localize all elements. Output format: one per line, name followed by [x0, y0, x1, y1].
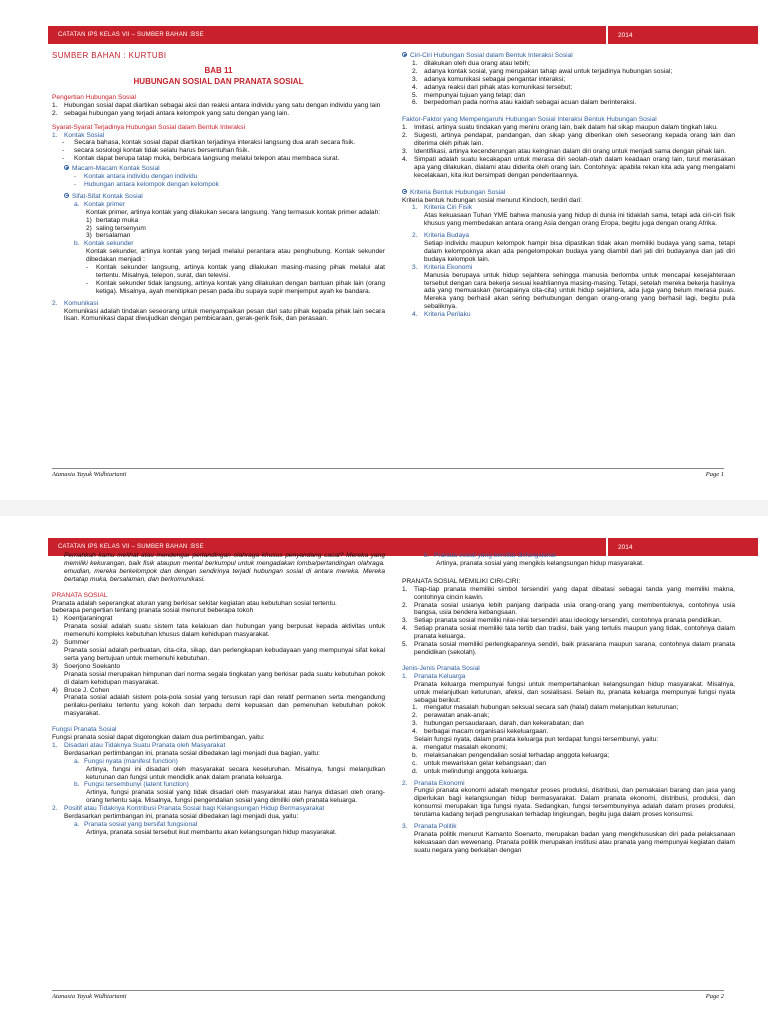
- paragraph: Pranata keluarga mempunyai fungsi untuk mempertahankan kelangsungan hidup masyarakat. Misalnya, untuk melanjutkan keturunan, afeksi, dan sosialisasi. Selain itu, pranata keluarga mempunyai fungsi nyata sebagai berikut:: [414, 680, 735, 704]
- section-heading-fungsi: Fungsi Pranata Sosial: [52, 726, 117, 734]
- paragraph: Artinya, pranata sosial tersebut ikut membantu akan kelangsungan hidup masyarakat.: [86, 828, 337, 836]
- page-header: [48, 26, 758, 44]
- list-item: 2. adanya kontak sosial, yang merupakan tahap awal untuk terjadinya hubungan sosial;: [412, 67, 673, 75]
- footer-author: Atanasia Yayuk Widhiartanti: [52, 471, 127, 478]
- list-item: 3. Identifikasi, artinya kecenderungan atau keinginan dalam diri orang untuk menjadi sama dengan pihak lain.: [402, 147, 726, 155]
- bullet-item: - Kontak sekunder langsung, artinya kontak yang dilakukan masing-masing pihak melalui alat tertentu. Misalnya, telepon, surat, dan televisi.: [86, 264, 385, 279]
- header-title: CATATAN IPS KELAS VII – SUMBER BAHAN :BSE: [48, 538, 608, 556]
- list-item: 1. Kontak Sosial: [52, 131, 105, 139]
- paragraph: Setiap individu maupun kelompok hampir bisa dipastikan tidak akan memiliki budaya yang sama, tetapi dalam kelompoknya akan ada pengelompokan budaya yang diambil dari jati diri budayanya dan jati diri budaya kelompok lain.: [424, 240, 735, 263]
- paragraph: Kontak sekunder, artinya kontak yang terjadi melalui perantara atau penghubung. Kontak sekunder dibedakan menjadi :: [86, 248, 385, 264]
- page1-right-column: [402, 52, 735, 319]
- paragraph: Pernahkah kamu melihat atau mendengar pertandingan olahraga khusus penyandang cacat? Mereka yang memiliki kekurangan, baik fisik ataupun mental berkumpul untuk mengadakan lomba/pertandingan olahraga. emudian, mereka berkelompok dan dengan sendirinya terjadi hubungan sosial di antara mereka. Mereka bertatap muka, bersalaman, dan berkomunikasi.: [64, 552, 385, 583]
- list-item: d. untuk melindungi anggota keluarga.: [412, 767, 529, 775]
- list-item: 4. Kriteria Perilaku: [412, 311, 471, 319]
- page2-left-column: [52, 552, 385, 837]
- list-item: b. Pranata sosial yang bersifat disfungsional: [424, 552, 556, 559]
- list-item: b. melaksanakan pengendalian sosial terhadap anggota keluarga;: [412, 751, 610, 759]
- section-heading-ciri: Ciri-Ciri Hubungan Sosial dalam Bentuk Interaksi Sosial: [402, 52, 735, 60]
- list-item: 5. Pranata sosial memiliki perlengkapannya sendiri, baik prasarana maupun sarana, contohnya dalam pranata pendidikan (sekolah).: [402, 641, 735, 656]
- header-title: CATATAN IPS KELAS VII – SUMBER BAHAN :BSE: [48, 26, 608, 44]
- paragraph: Pranata adalah seperangkat aturan yang berkisar sekitar kegiatan atau kebutuhan sosial tertentu.: [52, 599, 337, 607]
- list-item: 1. Imitasi, artinya suatu tindakan yang meniru orang lain, baik dalam hal sikap maupun dalam tingkah laku.: [402, 124, 718, 132]
- subheading-sifat: Sifat-Sifat Kontak Sosial: [52, 193, 385, 201]
- list-item: a. mengatur masalah ekonomi;: [412, 743, 508, 751]
- section-heading-ciri-pranata: PRANATA SOSIAL MEMILIKI CIRI-CIRI:: [402, 577, 521, 585]
- document-page-2: [30, 530, 746, 1006]
- page-footer: [52, 468, 724, 478]
- list-item: 2. Pranata sosial usianya lebih panjang daripada usia orang-orang yang membentuknya, contohnya usia bangsa, usia bendera kebangsaan.: [402, 601, 735, 617]
- list-item: 2. perawatan anak-anak;: [412, 712, 490, 720]
- footer-page-number: Page 2: [705, 993, 724, 1000]
- page2-right-column: [402, 552, 735, 855]
- list-item: b. Kontak sekunder: [74, 240, 134, 248]
- bullet-item: - Secara bahasa, kontak sosial dapat diartikan terjadinya interaksi langsung dua arah secara fisik.: [62, 139, 356, 147]
- list-item: 4) Bruce J. Cohen: [52, 686, 110, 694]
- list-item: 2. Positif atau Tidaknya Kontribusi Pranata Sosial bagi Kelangsungan Hidup Bermasyarakat: [52, 805, 325, 813]
- paragraph: Fungsi pranata ekonomi adalah mengatur proses produksi, distribusi, dan pemakaian barang dan jasa yang diperlukan bagi kelangsungan hidup bermasyarakat. Dalam pranata ekonomi, distribusi, produksi, dan konsumsi merupakan tiga fungsi nyata. Sedangkan, fungsi tersembunyinya adalah dalam proses produksi, terutama kadang terjadi pengrusakan terhadap lingkungan, begitu juga dalam proses konsumsi.: [414, 787, 735, 819]
- list-item: 3. Kriteria Ekonomi: [412, 263, 473, 271]
- bullet-item: - Kontak sekunder tidak langsung, artinya kontak yang dilakukan dengan bantuan pihak lain (orang ketiga). Misalnya, ayah menitipkan pesan pada ibu supaya supir menjemput ayah ke bandara.: [86, 279, 385, 295]
- bullet-item: - Kontak antara individu dengan individu: [74, 173, 198, 181]
- paragraph: Pranata sosial adalah suatu sistem tata kelakuan dan hubungan yang berpusat kepada aktivitas untuk memenuhi kompleks kebutuhan khusus dalam kehidupan masyarakat.: [64, 623, 385, 639]
- list-item: 3) bersalaman: [86, 232, 131, 240]
- list-item: 1) Koentjaraningrat: [52, 615, 113, 623]
- paragraph: Pranata sosial adalah perbuatan, cita-cita, sikap, dan perlengkapan kebudayaan yang mempunyai sifat kekal serta yang bertujuan untuk memenuhi kebutuhan.: [64, 646, 385, 662]
- list-item: 5. mempunyai tujuan yang tetap; dan: [412, 91, 526, 99]
- list-item: 2. Kriteria Budaya: [412, 232, 470, 240]
- list-item: 1. Kriteria Ciri Fisik: [412, 204, 472, 212]
- section-heading-syarat: Syarat-Syarat Terjadinya Hubungan Sosial dalam Bentuk Interaksi: [52, 123, 246, 131]
- list-item: 2. Komunikasi: [52, 299, 99, 307]
- header-year: 2014: [608, 538, 758, 556]
- header-year: 2014: [608, 26, 758, 44]
- section-heading-faktor: Faktor-Faktor yang Mempengaruhi Hubungan Sosial Interaksi Bentuk Hubungan Sosial: [402, 116, 657, 124]
- chapter-number: BAB 11: [204, 65, 233, 75]
- source-line: SUMBER BAHAN : KURTUBI: [52, 51, 167, 60]
- circle-bullet-icon: [402, 52, 407, 57]
- paragraph: Artinya, fungsi ini disadari oleh masyarakat secara keseluruhan. Misalnya, fungsi melanjutkan keturunan dan fungsi untuk mendidik anak dalam pranata keluarga.: [86, 765, 385, 781]
- chapter-title: HUBUNGAN SOSIAL DAN PRANATA SOSIAL: [133, 76, 304, 86]
- list-item: a. Fungsi nyata (manifest function): [74, 757, 178, 765]
- list-item: 1. mengatur masalah hubungan seksual secara sah (halal) dalam melanjutkan keturunan;: [412, 704, 679, 712]
- list-item: a. Pranata sosial yang bersifat fungsional: [74, 821, 198, 828]
- paragraph: Pranata sosial adalah sistem pola-pola sosial yang tersusun rapi dan relatif permanen serta mengandung perilaku-perilaku tertentu yang kokoh dan terpadu demi kepuasan dan pemenuhan kebutuhan pokok masyarakat.: [64, 694, 385, 718]
- list-item: 2. Sugesti, artinya pendapat, pandangan, dan sikap yang diberikan oleh seseorang kepada orang lain dan diterima oleh pihak lain.: [402, 132, 735, 148]
- paragraph: Pranata sosial merupakan himpunan dari norma segala tingkatan yang berkisar pada suatu kebutuhan pokok di dalam kehidupan masyarakat.: [64, 670, 385, 686]
- circle-bullet-icon: [402, 189, 407, 194]
- list-item: b. Fungsi tersembunyi (latent function): [74, 781, 189, 789]
- subheading-macam: Macam-Macam Kontak Sosial: [52, 165, 385, 173]
- page-gap: [0, 500, 768, 516]
- paragraph: Berdasarkan pertimbangan ini, pranata sosial dibedakan lagi menjadi dua bagian, yaitu:: [64, 749, 320, 757]
- page1-left-column: [52, 52, 385, 323]
- paragraph: Kontak primer, artinya kontak yang dilakukan secara langsung. Yang termasuk kontak primer adalah:: [86, 208, 381, 216]
- list-item: 1. Disadari atau Tidaknya Suatu Pranata oleh Masyarakat: [52, 741, 226, 749]
- section-heading-kriteria: Kriteria Bentuk Hubungan Sosial: [402, 189, 735, 197]
- list-item: 1. dilakukan oleh dua orang atau lebih;: [412, 59, 530, 67]
- list-item: 4. adanya reaksi dari pihak atas komunikasi tersebut;: [412, 83, 573, 91]
- paragraph: Fungsi pranata sosial dapat digolongkan dalam dua pertimbangan, yaitu:: [52, 734, 265, 742]
- paragraph: Pranata politik menurut Kamanto Soenarto, merupakan badan yang mengkhususkan diri pada pelaksanaan kekuasaan dan wewenang. Pranata politik merupakan institusi atau pranata yang mempunyai kegiatan dalam suatu negara yang berkaitan dengan: [414, 831, 735, 854]
- section-heading-jenis: Jenis-Jenis Pranata Sosial: [402, 664, 480, 672]
- list-item: 2) Summer: [52, 639, 89, 647]
- circle-bullet-icon: [64, 193, 69, 198]
- list-item: 4. Simpati adalah suatu kecakapan untuk merasa diri seolah-olah dalam keadaan orang lain, turut merasakan apa yang dilakukan, dialami atau diderita oleh orang lain. Contohnya: apabila rekan kita ada yang mengalami kecelakaan, kita ikut bersimpati dengan penderitaannya.: [402, 155, 735, 179]
- document-page-1: [30, 18, 746, 484]
- list-item: 3. hubungan persaudaraan, darah, dan kekerabatan; dan: [412, 720, 584, 728]
- list-item: 3. Pranata Politik: [402, 823, 457, 831]
- footer-page-number: Page 1: [705, 471, 724, 478]
- list-item: 1. Pranata Keluarga: [402, 672, 466, 680]
- section-heading-pengertian: Pengertian Hubungan Sosial: [52, 93, 136, 101]
- paragraph: Selain fungsi nyata, dalam pranata keluarga pun terdapat fungsi tersembunyi, yaitu:: [414, 736, 659, 744]
- list-item: 1. Hubungan sosial dapat diartikan sebagai aksi dan reaksi antara individu yang satu dengan individu yang lain: [52, 101, 381, 109]
- list-item: 4. Setiap pranata sosial memiliki tata tertib dan tradisi, baik yang tertulis maupun yang tidak, contohnya dalam pranata keluarga.: [402, 625, 735, 641]
- list-item: 3) Soerjono Soekanto: [52, 662, 121, 670]
- section-heading-pranata: PRANATA SOSIAL: [52, 591, 108, 599]
- paragraph: Berdasarkan pertimbangan ini, pranata sosial dibedakan lagi menjadi dua, yaitu:: [64, 813, 299, 821]
- list-item: 2) saling tersenyum: [86, 224, 146, 232]
- bullet-item: - Kontak dapat berupa tatap muka, berbicara langsung melalui telepon atau membaca surat.: [62, 155, 340, 163]
- list-item: 3. Setiap pranata sosial memiliki nilai-nilai tersendiri atau ideology tersendiri, contohnya pranata pendidikan.: [402, 617, 722, 625]
- list-item: a. Kontak primer: [74, 200, 126, 208]
- list-item: 1. Tiap-tiap pranata memiliki simbol tersendiri yang dapat dibatasi sebagai tanda yang memiliki makna, contohnya cincin kawin.: [402, 585, 735, 601]
- list-item: 2. Pranata Ekonomi: [402, 779, 465, 787]
- list-item: 4. berbagai macam organisasi kekeluargaan.: [412, 728, 549, 736]
- paragraph: beberapa pengertian tentang pranata sosial menurut beberapa tokoh: [52, 607, 254, 615]
- list-item: 1) bertatap muka: [86, 216, 139, 224]
- list-item: c. untuk mewariskan gelar kebangsaan; dan: [412, 759, 547, 767]
- bullet-item: - secara sosiologi kontak tidak selalu harus bersentuhan fisik.: [62, 147, 250, 155]
- paragraph: Artinya, fungsi pranata sosial yang tidak disadari oleh masyarakat atau hanya didasari oleh orang-orang tertentu saja. Misalnya, fungsi pengendalian sosial yang dimiliki oleh pranata keluarga.: [86, 789, 385, 805]
- paragraph: Artinya, pranata sosial yang mengikis kelangsungan hidup masyarakat.: [436, 559, 644, 567]
- paragraph: Kriteria bentuk hubungan sosial menurut Kincloch, terdiri dari:: [402, 196, 582, 204]
- list-item: 2. sebagai hubungan yang terjadi antara kelompok yang satu dengan yang lain.: [52, 109, 290, 117]
- paragraph: Atas kekuasaan Tuhan YME bahwa manusia yang hidup di dunia ini tidaklah sama, tetapi ada ciri-ciri fisik khusus yang membedakan antara orang Asia dengan orang Eropa, begitu juga dengan orang Afrika.: [424, 212, 735, 228]
- circle-bullet-icon: [64, 165, 69, 170]
- paragraph: Komunikasi adalah tindakan seseorang untuk menyampaikan pesan dari satu pihak kepada pihak lain secara lisan. Komunikasi dapat diwujudkan dengan pembicaraan, gerak-gerik fisik, dan perasaan.: [64, 307, 385, 323]
- paragraph: Manusia berupaya untuk hidup sejahtera sehingga manusia berlomba untuk mencapai kesejahteraan tersebut dengan cara bekerja sesuai keahliannya masing-masing. Tetapi, setelah mereka bekerja hasilnya ada yang memuaskan (tercapainya cita-cita) untuk hidup sejahtera, ada juga yang belum merasa puas. Mereka yang berhasil akan sering berhubungan dengan orang-orang yang berhasil lagi, begitu pula sebaliknya.: [424, 271, 735, 311]
- list-item: 6. berpedoman pada norma atau kaidah sebagai acuan dalam berinteraksi.: [412, 99, 637, 107]
- page-footer: [52, 990, 724, 1000]
- bullet-item: - Hubungan antara kelompok dengan kelompok: [74, 180, 219, 188]
- footer-author: Atanasia Yayuk Widhiartanti: [52, 993, 127, 1000]
- list-item: 3. adanya komunikasi sebagai pengantar interaksi;: [412, 75, 566, 83]
